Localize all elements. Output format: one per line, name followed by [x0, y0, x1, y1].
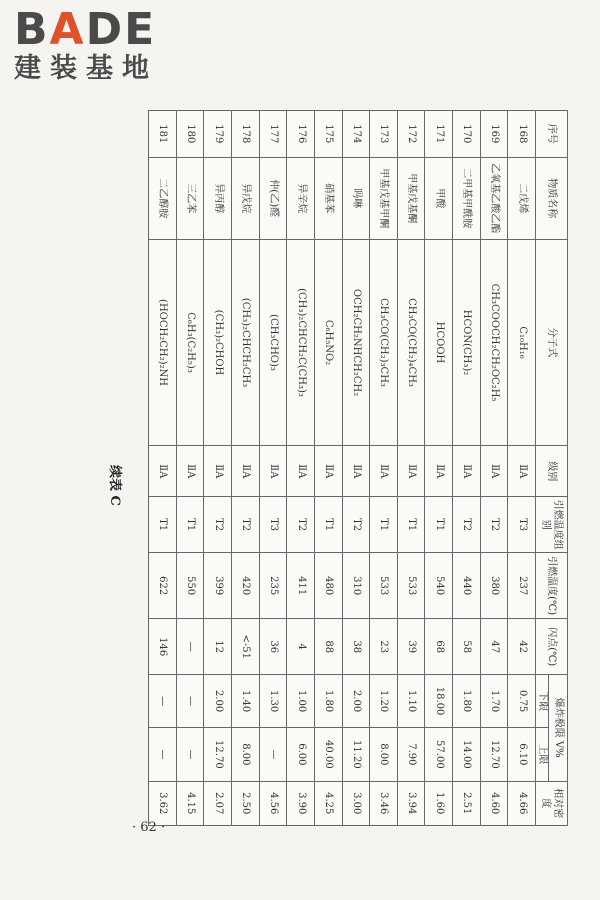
cell-name: 仲(乙)醛	[259, 157, 287, 239]
cell-ignition-temp: 237	[508, 552, 536, 619]
cell-density: 3.00	[342, 781, 370, 825]
cell-temp-group: T3	[508, 497, 536, 553]
cell-upper-limit: 57.00	[425, 728, 453, 781]
cell-formula: CH₃CO(CH₂)₄CH₃	[397, 239, 425, 446]
cell-density: 3.94	[397, 781, 425, 825]
logo-accent-letter: A	[49, 4, 86, 55]
cell-index: 170	[453, 111, 481, 158]
cell-upper-limit: 8.00	[370, 728, 398, 781]
cell-temp-group: T1	[397, 497, 425, 553]
cell-ignition-temp: 550	[176, 552, 204, 619]
cell-formula: C₁₀H₁₆	[508, 239, 536, 446]
cell-ignition-temp: 380	[480, 552, 508, 619]
cell-lower-limit: 1.80	[453, 674, 481, 727]
cell-temp-group: T2	[480, 497, 508, 553]
cell-name: 三乙苯	[176, 157, 204, 239]
header-temp-group: 引燃温度组别	[536, 497, 568, 553]
cell-name: 异辛烷	[287, 157, 315, 239]
cell-ignition-temp: 235	[259, 552, 287, 619]
cell-flash-point: 68	[425, 619, 453, 675]
cell-temp-group: T3	[259, 497, 287, 553]
cell-ignition-temp: 399	[204, 552, 232, 619]
cell-grade: ⅡA	[149, 446, 177, 497]
cell-upper-limit: 12.70	[480, 728, 508, 781]
cell-name: 甲酸	[425, 157, 453, 239]
cell-temp-group: T2	[342, 497, 370, 553]
cell-temp-group: T2	[204, 497, 232, 553]
cell-lower-limit: 0.75	[508, 674, 536, 727]
cell-upper-limit: 6.10	[508, 728, 536, 781]
logo-tagline: 建装基地	[14, 53, 158, 84]
cell-lower-limit: 18.00	[425, 674, 453, 727]
cell-ignition-temp: 622	[149, 552, 177, 619]
cell-flash-point: 58	[453, 619, 481, 675]
cell-lower-limit: 2.00	[342, 674, 370, 727]
cell-density: 2.50	[231, 781, 259, 825]
cell-lower-limit: 2.00	[204, 674, 232, 727]
cell-density: 2.51	[453, 781, 481, 825]
cell-ignition-temp: 533	[397, 552, 425, 619]
header-index: 序号	[536, 111, 568, 158]
cell-lower-limit: 1.20	[370, 674, 398, 727]
cell-upper-limit: 7.90	[397, 728, 425, 781]
header-ignition-temp: 引燃温度(℃)	[536, 552, 568, 619]
cell-name: 二戊烯	[508, 157, 536, 239]
table-row	[287, 111, 315, 826]
cell-ignition-temp: 440	[453, 552, 481, 619]
cell-lower-limit: —	[149, 674, 177, 727]
cell-lower-limit: 1.70	[480, 674, 508, 727]
table-row	[204, 111, 232, 826]
cell-lower-limit: 1.00	[287, 674, 315, 727]
table-row	[508, 111, 536, 826]
cell-name: 乙氧基乙酸乙酯	[480, 157, 508, 239]
header-flash-point: 闪点(℃)	[536, 619, 568, 675]
table-row	[149, 111, 177, 826]
table-row	[453, 111, 481, 826]
cell-flash-point: 23	[370, 619, 398, 675]
cell-density: 3.46	[370, 781, 398, 825]
header-name: 物质名称	[536, 157, 568, 239]
cell-name: 硝基苯	[314, 157, 342, 239]
cell-flash-point: 36	[259, 619, 287, 675]
cell-formula: OCH₂CH₂NHCH₂CH₂	[342, 239, 370, 446]
table-row	[480, 111, 508, 826]
cell-upper-limit: 11.20	[342, 728, 370, 781]
cell-grade: ⅡA	[370, 446, 398, 497]
cell-temp-group: T1	[149, 497, 177, 553]
cell-upper-limit: 40.00	[314, 728, 342, 781]
cell-grade: ⅡA	[342, 446, 370, 497]
cell-name: 异丙醇	[204, 157, 232, 239]
cell-formula: C₆H₅NO₂	[314, 239, 342, 446]
logo-letter: B	[14, 4, 50, 55]
cell-grade: ⅡA	[397, 446, 425, 497]
cell-grade: ⅡA	[508, 446, 536, 497]
cell-grade: ⅡA	[314, 446, 342, 497]
cell-formula: (CH₃)₂CHCH₂C(CH₃)₃	[287, 239, 315, 446]
header-grade: 级别	[536, 446, 568, 497]
header-formula: 分子式	[536, 239, 568, 446]
cell-density: 1.60	[425, 781, 453, 825]
cell-density: 3.90	[287, 781, 315, 825]
cell-index: 174	[342, 111, 370, 158]
cell-index: 179	[204, 111, 232, 158]
substance-table	[148, 110, 568, 826]
table-title: 续表 C	[107, 465, 122, 506]
table-row	[397, 111, 425, 826]
cell-formula: (CH₃)₂CHOH	[204, 239, 232, 446]
table-row	[314, 111, 342, 826]
cell-index: 168	[508, 111, 536, 158]
cell-grade: ⅡA	[480, 446, 508, 497]
cell-lower-limit: 1.30	[259, 674, 287, 727]
cell-grade: ⅡA	[176, 446, 204, 497]
header-explosion-limit: 爆炸极限 V%	[549, 674, 568, 781]
cell-upper-limit: —	[259, 728, 287, 781]
table-row	[176, 111, 204, 826]
cell-grade: ⅡA	[204, 446, 232, 497]
cell-lower-limit: 1.80	[314, 674, 342, 727]
cell-formula: HCON(CH₃)₂	[453, 239, 481, 446]
cell-upper-limit: —	[176, 728, 204, 781]
cell-grade: ⅡA	[287, 446, 315, 497]
cell-index: 176	[287, 111, 315, 158]
cell-flash-point: —	[176, 619, 204, 675]
cell-upper-limit: —	[149, 728, 177, 781]
cell-temp-group: T1	[314, 497, 342, 553]
cell-index: 173	[370, 111, 398, 158]
cell-index: 178	[231, 111, 259, 158]
cell-lower-limit: 1.40	[231, 674, 259, 727]
cell-grade: ⅡA	[231, 446, 259, 497]
cell-formula: HCOOH	[425, 239, 453, 446]
cell-temp-group: T2	[231, 497, 259, 553]
cell-formula: (CH₃)₂CHCH₂CH₃	[231, 239, 259, 446]
table-row	[370, 111, 398, 826]
logo-wordmark	[14, 6, 184, 54]
cell-temp-group: T1	[370, 497, 398, 553]
cell-ignition-temp: 540	[425, 552, 453, 619]
cell-density: 3.62	[149, 781, 177, 825]
brand-logo	[14, 6, 184, 84]
rotated-table-container	[148, 110, 568, 826]
cell-flash-point: 4	[287, 619, 315, 675]
cell-density: 4.15	[176, 781, 204, 825]
header-density: 相对密度	[536, 781, 568, 825]
cell-upper-limit: 12.70	[204, 728, 232, 781]
cell-temp-group: T1	[425, 497, 453, 553]
cell-formula: CH₃CO(CH₂)₃CH₃	[370, 239, 398, 446]
cell-lower-limit: 1.10	[397, 674, 425, 727]
cell-index: 169	[480, 111, 508, 158]
cell-ignition-temp: 310	[342, 552, 370, 619]
cell-density: 4.25	[314, 781, 342, 825]
cell-formula: C₆H₃(C₂H₅)₃	[176, 239, 204, 446]
cell-ignition-temp: 480	[314, 552, 342, 619]
cell-flash-point: <-51	[231, 619, 259, 675]
cell-density: 2.07	[204, 781, 232, 825]
cell-ignition-temp: 420	[231, 552, 259, 619]
cell-density: 4.66	[508, 781, 536, 825]
cell-index: 180	[176, 111, 204, 158]
cell-grade: ⅡA	[425, 446, 453, 497]
cell-temp-group: T1	[176, 497, 204, 553]
cell-name: 甲基戊基甲酮	[370, 157, 398, 239]
table-row	[231, 111, 259, 826]
cell-index: 172	[397, 111, 425, 158]
cell-name: 吗啉	[342, 157, 370, 239]
cell-formula: (HOCH₂CH₂)₂NH	[149, 239, 177, 446]
header-upper: 上限	[536, 728, 549, 781]
cell-formula: (CH₃CHO)₃	[259, 239, 287, 446]
table-row	[425, 111, 453, 826]
logo-letters: DE	[85, 4, 157, 55]
cell-flash-point: 146	[149, 619, 177, 675]
page-number: · 62 ·	[132, 820, 166, 835]
cell-name: 二乙醇胺	[149, 157, 177, 239]
cell-index: 171	[425, 111, 453, 158]
cell-name: 二甲基甲酰胺	[453, 157, 481, 239]
cell-index: 175	[314, 111, 342, 158]
cell-formula: CH₃COOCH₂CH₂OC₂H₅	[480, 239, 508, 446]
cell-ignition-temp: 533	[370, 552, 398, 619]
cell-upper-limit: 8.00	[231, 728, 259, 781]
cell-flash-point: 12	[204, 619, 232, 675]
cell-density: 4.60	[480, 781, 508, 825]
table-body	[149, 111, 536, 826]
cell-index: 181	[149, 111, 177, 158]
cell-flash-point: 47	[480, 619, 508, 675]
cell-name: 异戊烷	[231, 157, 259, 239]
cell-ignition-temp: 411	[287, 552, 315, 619]
cell-flash-point: 88	[314, 619, 342, 675]
cell-lower-limit: —	[176, 674, 204, 727]
table-row	[259, 111, 287, 826]
cell-grade: ⅡA	[259, 446, 287, 497]
cell-name: 甲基戊基酮	[397, 157, 425, 239]
cell-temp-group: T2	[453, 497, 481, 553]
cell-grade: ⅡA	[453, 446, 481, 497]
cell-upper-limit: 14.00	[453, 728, 481, 781]
cell-temp-group: T2	[287, 497, 315, 553]
header-lower: 下限	[536, 674, 549, 727]
table-row	[342, 111, 370, 826]
cell-flash-point: 42	[508, 619, 536, 675]
cell-flash-point: 39	[397, 619, 425, 675]
cell-upper-limit: 6.00	[287, 728, 315, 781]
cell-density: 4.56	[259, 781, 287, 825]
cell-flash-point: 38	[342, 619, 370, 675]
cell-index: 177	[259, 111, 287, 158]
